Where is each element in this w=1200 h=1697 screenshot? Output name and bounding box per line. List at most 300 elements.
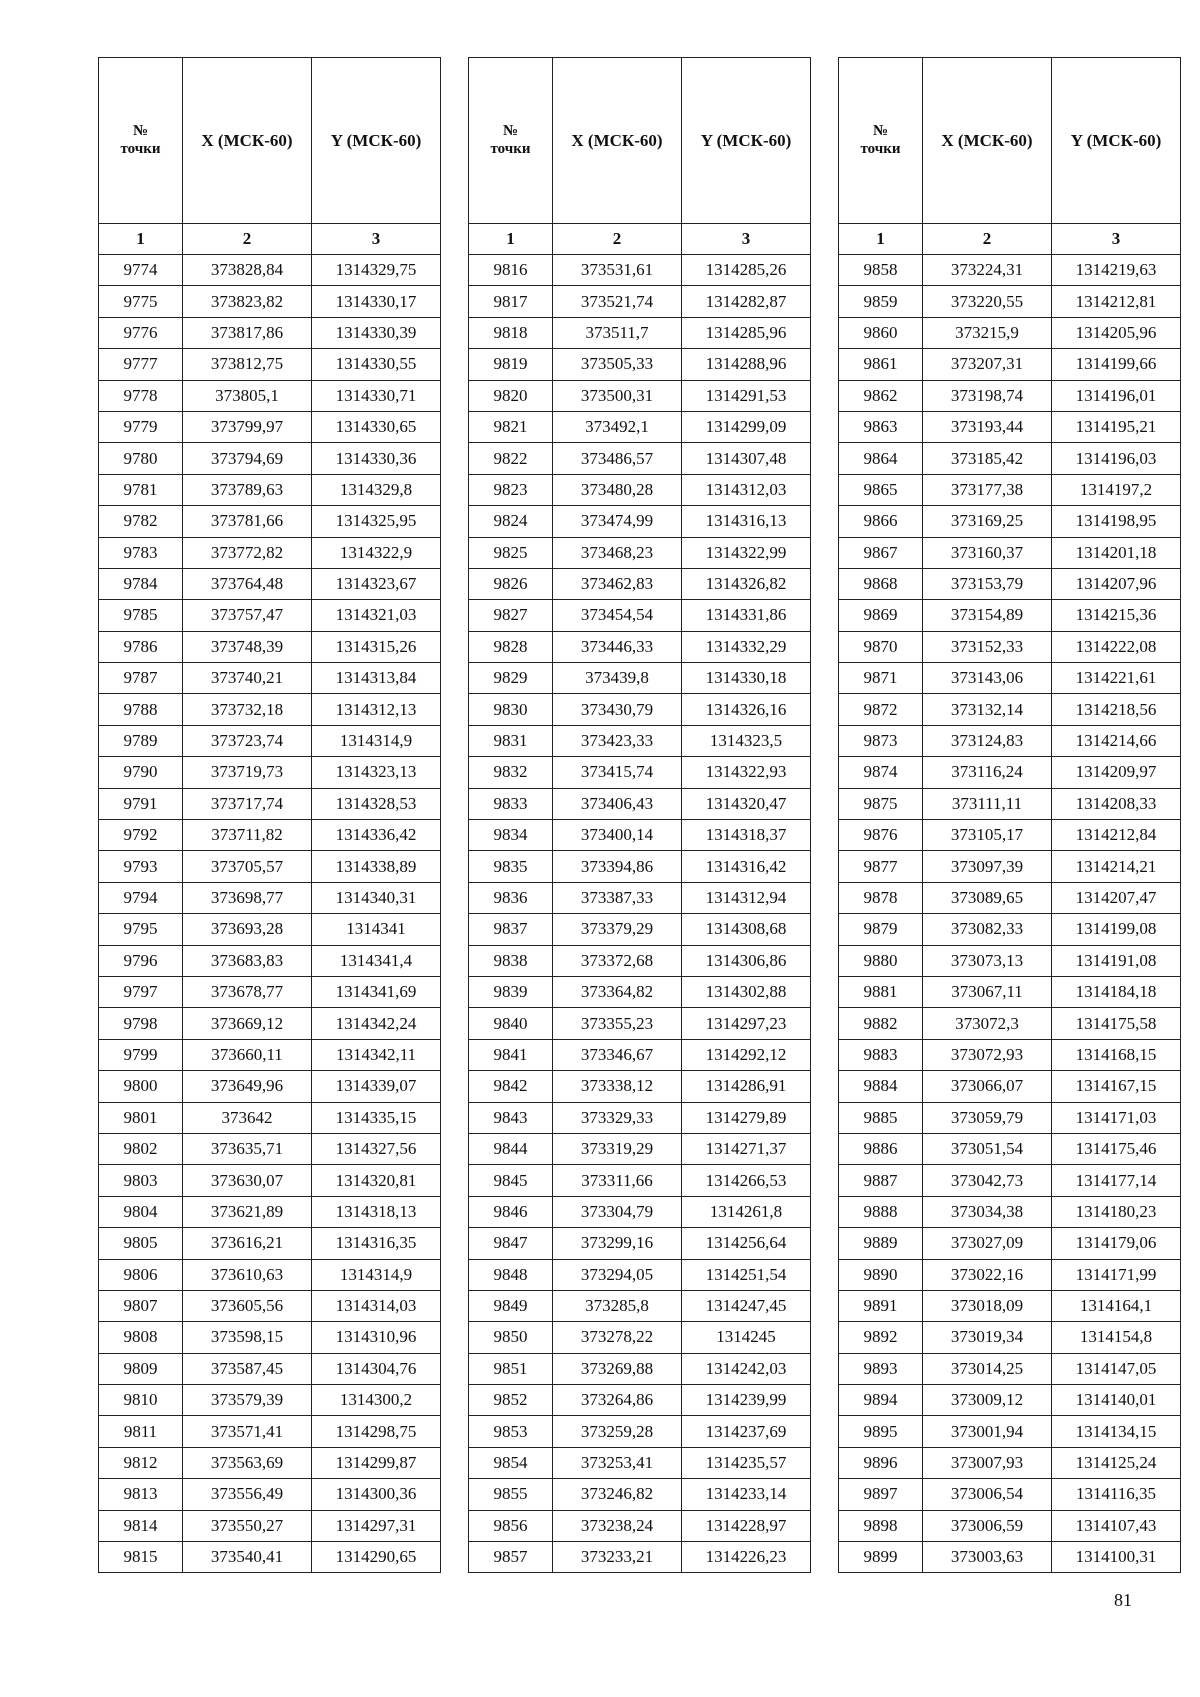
y-coordinate-cell: 1314285,26	[682, 255, 811, 286]
x-coordinate-cell: 373430,79	[553, 694, 682, 725]
table-row	[839, 851, 1181, 882]
y-coordinate-cell: 1314330,17	[312, 286, 441, 317]
column-number: 3	[1052, 224, 1181, 255]
point-number-cell: 9892	[839, 1322, 923, 1353]
header-number-sign: №	[502, 123, 519, 140]
table-row	[99, 976, 441, 1007]
point-number-cell: 9870	[839, 631, 923, 662]
y-coordinate-cell: 1314215,36	[1052, 600, 1181, 631]
header-y-coordinate: Y (МСК-60)	[312, 58, 441, 224]
point-number-cell: 9852	[469, 1385, 553, 1416]
table-row	[839, 255, 1181, 286]
x-coordinate-cell: 373474,99	[553, 506, 682, 537]
point-number-cell: 9894	[839, 1385, 923, 1416]
table-row	[99, 1416, 441, 1447]
point-number-cell: 9792	[99, 820, 183, 851]
y-coordinate-cell: 1314184,18	[1052, 976, 1181, 1007]
x-coordinate-cell: 373311,66	[553, 1165, 682, 1196]
table-row	[99, 411, 441, 442]
y-coordinate-cell: 1314307,48	[682, 443, 811, 474]
point-number-cell: 9880	[839, 945, 923, 976]
table-row	[839, 1510, 1181, 1541]
y-coordinate-cell: 1314196,01	[1052, 380, 1181, 411]
table-row	[469, 1322, 811, 1353]
x-coordinate-cell: 373034,38	[923, 1196, 1052, 1227]
y-coordinate-cell: 1314171,03	[1052, 1102, 1181, 1133]
table-row	[469, 663, 811, 694]
x-coordinate-cell: 373072,3	[923, 1008, 1052, 1039]
x-coordinate-cell: 373649,96	[183, 1071, 312, 1102]
table-row	[99, 757, 441, 788]
coord-table-2	[468, 57, 811, 1573]
table-row	[469, 349, 811, 380]
x-coordinate-cell: 373169,25	[923, 506, 1052, 537]
y-coordinate-cell: 1314197,2	[1052, 474, 1181, 505]
x-coordinate-cell: 373006,54	[923, 1479, 1052, 1510]
table-row	[839, 1542, 1181, 1573]
table-row	[839, 1259, 1181, 1290]
x-coordinate-cell: 373304,79	[553, 1196, 682, 1227]
y-coordinate-cell: 1314330,71	[312, 380, 441, 411]
table-row	[99, 380, 441, 411]
point-number-cell: 9784	[99, 568, 183, 599]
x-coordinate-cell: 373579,39	[183, 1385, 312, 1416]
y-coordinate-cell: 1314199,08	[1052, 914, 1181, 945]
table-row	[469, 1385, 811, 1416]
table-row	[469, 568, 811, 599]
x-coordinate-cell: 373014,25	[923, 1353, 1052, 1384]
x-coordinate-cell: 373007,93	[923, 1447, 1052, 1478]
header-y-coordinate: Y (МСК-60)	[1052, 58, 1181, 224]
y-coordinate-cell: 1314285,96	[682, 317, 811, 348]
point-number-cell: 9797	[99, 976, 183, 1007]
table-row	[839, 600, 1181, 631]
table-row	[469, 506, 811, 537]
x-coordinate-cell: 373531,61	[553, 255, 682, 286]
point-number-cell: 9774	[99, 255, 183, 286]
x-coordinate-cell: 373719,73	[183, 757, 312, 788]
x-coordinate-cell: 373022,16	[923, 1259, 1052, 1290]
y-coordinate-cell: 1314201,18	[1052, 537, 1181, 568]
point-number-cell: 9869	[839, 600, 923, 631]
point-number-cell: 9780	[99, 443, 183, 474]
y-coordinate-cell: 1314180,23	[1052, 1196, 1181, 1227]
y-coordinate-cell: 1314341	[312, 914, 441, 945]
table-row	[839, 1008, 1181, 1039]
table-row	[469, 1039, 811, 1070]
x-coordinate-cell: 373439,8	[553, 663, 682, 694]
x-coordinate-cell: 373220,55	[923, 286, 1052, 317]
point-number-cell: 9776	[99, 317, 183, 348]
point-number-cell: 9895	[839, 1416, 923, 1447]
table-row	[469, 1479, 811, 1510]
point-number-cell: 9882	[839, 1008, 923, 1039]
x-coordinate-cell: 373587,45	[183, 1353, 312, 1384]
table-row	[839, 1039, 1181, 1070]
point-number-cell: 9888	[839, 1196, 923, 1227]
table-row	[99, 537, 441, 568]
point-number-cell: 9893	[839, 1353, 923, 1384]
table-row	[99, 286, 441, 317]
table-row	[469, 788, 811, 819]
table-row	[99, 600, 441, 631]
point-number-cell: 9851	[469, 1353, 553, 1384]
point-number-cell: 9823	[469, 474, 553, 505]
y-coordinate-cell: 1314235,57	[682, 1447, 811, 1478]
y-coordinate-cell: 1314338,89	[312, 851, 441, 882]
table-row	[469, 851, 811, 882]
y-coordinate-cell: 1314242,03	[682, 1353, 811, 1384]
x-coordinate-cell: 373511,7	[553, 317, 682, 348]
y-coordinate-cell: 1314222,08	[1052, 631, 1181, 662]
point-number-cell: 9889	[839, 1228, 923, 1259]
x-coordinate-cell: 373817,86	[183, 317, 312, 348]
y-coordinate-cell: 1314198,95	[1052, 506, 1181, 537]
header-x-coordinate: X (МСК-60)	[923, 58, 1052, 224]
table-row	[469, 820, 811, 851]
y-coordinate-cell: 1314327,56	[312, 1133, 441, 1164]
x-coordinate-cell: 373693,28	[183, 914, 312, 945]
point-number-cell: 9800	[99, 1071, 183, 1102]
y-coordinate-cell: 1314342,24	[312, 1008, 441, 1039]
table-row	[839, 443, 1181, 474]
page-number: 81	[1114, 1590, 1132, 1610]
point-number-cell: 9832	[469, 757, 553, 788]
table-row	[839, 1071, 1181, 1102]
point-number-cell: 9831	[469, 725, 553, 756]
x-coordinate-cell: 373233,21	[553, 1542, 682, 1573]
y-coordinate-cell: 1314247,45	[682, 1290, 811, 1321]
table-row	[99, 349, 441, 380]
table-row	[99, 1008, 441, 1039]
x-coordinate-cell: 373124,83	[923, 725, 1052, 756]
y-coordinate-cell: 1314245	[682, 1322, 811, 1353]
point-number-cell: 9816	[469, 255, 553, 286]
coord-table-1	[98, 57, 441, 1573]
x-coordinate-cell: 373059,79	[923, 1102, 1052, 1133]
table-row	[469, 1542, 811, 1573]
point-number-cell: 9799	[99, 1039, 183, 1070]
x-coordinate-cell: 373379,29	[553, 914, 682, 945]
point-number-cell: 9898	[839, 1510, 923, 1541]
x-coordinate-cell: 373160,37	[923, 537, 1052, 568]
table-row	[839, 820, 1181, 851]
table-row	[99, 788, 441, 819]
table-row	[469, 411, 811, 442]
y-coordinate-cell: 1314341,4	[312, 945, 441, 976]
header-x-coordinate: X (МСК-60)	[183, 58, 312, 224]
y-coordinate-cell: 1314330,55	[312, 349, 441, 380]
point-number-cell: 9857	[469, 1542, 553, 1573]
x-coordinate-cell: 373505,33	[553, 349, 682, 380]
x-coordinate-cell: 373764,48	[183, 568, 312, 599]
table-row	[839, 1196, 1181, 1227]
table-row	[99, 1479, 441, 1510]
column-number-row	[99, 224, 441, 255]
x-coordinate-cell: 373781,66	[183, 506, 312, 537]
point-number-cell: 9896	[839, 1447, 923, 1478]
point-number-cell: 9879	[839, 914, 923, 945]
x-coordinate-cell: 373678,77	[183, 976, 312, 1007]
x-coordinate-cell: 373598,15	[183, 1322, 312, 1353]
y-coordinate-cell: 1314329,8	[312, 474, 441, 505]
table-row	[839, 725, 1181, 756]
y-coordinate-cell: 1314339,07	[312, 1071, 441, 1102]
x-coordinate-cell: 373132,14	[923, 694, 1052, 725]
y-coordinate-cell: 1314175,46	[1052, 1133, 1181, 1164]
table-row	[99, 914, 441, 945]
point-number-cell: 9861	[839, 349, 923, 380]
table-row	[99, 255, 441, 286]
table-row	[839, 757, 1181, 788]
point-number-cell: 9779	[99, 411, 183, 442]
x-coordinate-cell: 373278,22	[553, 1322, 682, 1353]
y-coordinate-cell: 1314299,09	[682, 411, 811, 442]
x-coordinate-cell: 373152,33	[923, 631, 1052, 662]
point-number-cell: 9864	[839, 443, 923, 474]
y-coordinate-cell: 1314321,03	[312, 600, 441, 631]
header-point-label: точки	[120, 140, 161, 157]
point-number-cell: 9881	[839, 976, 923, 1007]
point-number-cell: 9802	[99, 1133, 183, 1164]
x-coordinate-cell: 373387,33	[553, 882, 682, 913]
x-coordinate-cell: 373198,74	[923, 380, 1052, 411]
point-number-cell: 9793	[99, 851, 183, 882]
x-coordinate-cell: 373423,33	[553, 725, 682, 756]
table-row	[469, 1102, 811, 1133]
x-coordinate-cell: 373264,86	[553, 1385, 682, 1416]
table-row	[469, 600, 811, 631]
table-row	[469, 1165, 811, 1196]
y-coordinate-cell: 1314154,8	[1052, 1322, 1181, 1353]
point-number-cell: 9794	[99, 882, 183, 913]
point-number-cell: 9781	[99, 474, 183, 505]
y-coordinate-cell: 1314168,15	[1052, 1039, 1181, 1070]
point-number-cell: 9868	[839, 568, 923, 599]
column-number: 1	[99, 224, 183, 255]
point-number-cell: 9884	[839, 1071, 923, 1102]
x-coordinate-cell: 373097,39	[923, 851, 1052, 882]
point-number-cell: 9811	[99, 1416, 183, 1447]
y-coordinate-cell: 1314330,39	[312, 317, 441, 348]
column-number: 3	[312, 224, 441, 255]
point-number-cell: 9821	[469, 411, 553, 442]
header-number-sign: №	[132, 123, 149, 140]
header-point-label: точки	[490, 140, 531, 157]
point-number-cell: 9850	[469, 1322, 553, 1353]
x-coordinate-cell: 373556,49	[183, 1479, 312, 1510]
x-coordinate-cell: 373492,1	[553, 411, 682, 442]
y-coordinate-cell: 1314322,99	[682, 537, 811, 568]
x-coordinate-cell: 373635,71	[183, 1133, 312, 1164]
x-coordinate-cell: 373462,83	[553, 568, 682, 599]
table-row	[469, 537, 811, 568]
table-row	[839, 1447, 1181, 1478]
table-row	[839, 1416, 1181, 1447]
column-number-row	[469, 224, 811, 255]
column-number: 2	[183, 224, 312, 255]
y-coordinate-cell: 1314212,84	[1052, 820, 1181, 851]
y-coordinate-cell: 1314312,13	[312, 694, 441, 725]
y-coordinate-cell: 1314288,96	[682, 349, 811, 380]
y-coordinate-cell: 1314266,53	[682, 1165, 811, 1196]
x-coordinate-cell: 373364,82	[553, 976, 682, 1007]
table-row	[839, 788, 1181, 819]
y-coordinate-cell: 1314175,58	[1052, 1008, 1181, 1039]
y-coordinate-cell: 1314205,96	[1052, 317, 1181, 348]
point-number-cell: 9837	[469, 914, 553, 945]
table-row	[469, 255, 811, 286]
table-row	[99, 568, 441, 599]
y-coordinate-cell: 1314214,66	[1052, 725, 1181, 756]
y-coordinate-cell: 1314209,97	[1052, 757, 1181, 788]
point-number-cell: 9841	[469, 1039, 553, 1070]
y-coordinate-cell: 1314300,36	[312, 1479, 441, 1510]
point-number-cell: 9834	[469, 820, 553, 851]
y-coordinate-cell: 1314323,13	[312, 757, 441, 788]
y-coordinate-cell: 1314304,76	[312, 1353, 441, 1384]
y-coordinate-cell: 1314199,66	[1052, 349, 1181, 380]
header-number-sign: №	[872, 123, 889, 140]
y-coordinate-cell: 1314291,53	[682, 380, 811, 411]
table-row	[469, 631, 811, 662]
table-row	[99, 1353, 441, 1384]
table-row	[839, 1479, 1181, 1510]
table-row	[469, 1416, 811, 1447]
table-row	[469, 914, 811, 945]
y-coordinate-cell: 1314336,42	[312, 820, 441, 851]
x-coordinate-cell: 373723,74	[183, 725, 312, 756]
x-coordinate-cell: 373480,28	[553, 474, 682, 505]
point-number-cell: 9863	[839, 411, 923, 442]
y-coordinate-cell: 1314251,54	[682, 1259, 811, 1290]
x-coordinate-cell: 373400,14	[553, 820, 682, 851]
x-coordinate-cell: 373748,39	[183, 631, 312, 662]
column-number: 2	[553, 224, 682, 255]
point-number-cell: 9813	[99, 1479, 183, 1510]
x-coordinate-cell: 373051,54	[923, 1133, 1052, 1164]
table-row	[99, 1290, 441, 1321]
point-number-cell: 9818	[469, 317, 553, 348]
x-coordinate-cell: 373042,73	[923, 1165, 1052, 1196]
header-point-label: точки	[860, 140, 901, 157]
point-number-cell: 9809	[99, 1353, 183, 1384]
table-row	[839, 631, 1181, 662]
table-row	[839, 506, 1181, 537]
point-number-cell: 9825	[469, 537, 553, 568]
point-number-cell: 9854	[469, 1447, 553, 1478]
y-coordinate-cell: 1314306,86	[682, 945, 811, 976]
y-coordinate-cell: 1314326,16	[682, 694, 811, 725]
table-row	[469, 286, 811, 317]
x-coordinate-cell: 373571,41	[183, 1416, 312, 1447]
x-coordinate-cell: 373660,11	[183, 1039, 312, 1070]
y-coordinate-cell: 1314219,63	[1052, 255, 1181, 286]
point-number-cell: 9782	[99, 506, 183, 537]
header-point-number	[99, 58, 183, 224]
y-coordinate-cell: 1314330,36	[312, 443, 441, 474]
y-coordinate-cell: 1314328,53	[312, 788, 441, 819]
point-number-cell: 9798	[99, 1008, 183, 1039]
y-coordinate-cell: 1314325,95	[312, 506, 441, 537]
table-row	[839, 1353, 1181, 1384]
point-number-cell: 9826	[469, 568, 553, 599]
point-number-cell: 9814	[99, 1510, 183, 1541]
y-coordinate-cell: 1314302,88	[682, 976, 811, 1007]
x-coordinate-cell: 373246,82	[553, 1479, 682, 1510]
y-coordinate-cell: 1314212,81	[1052, 286, 1181, 317]
header-row	[469, 58, 811, 224]
header-row	[99, 58, 441, 224]
table-row	[99, 725, 441, 756]
point-number-cell: 9865	[839, 474, 923, 505]
table-row	[839, 411, 1181, 442]
point-number-cell: 9867	[839, 537, 923, 568]
table-row	[469, 976, 811, 1007]
x-coordinate-cell: 373705,57	[183, 851, 312, 882]
point-number-cell: 9838	[469, 945, 553, 976]
table-row	[469, 1510, 811, 1541]
header-point-number	[469, 58, 553, 224]
point-number-cell: 9778	[99, 380, 183, 411]
x-coordinate-cell: 373610,63	[183, 1259, 312, 1290]
x-coordinate-cell: 373177,38	[923, 474, 1052, 505]
point-number-cell: 9885	[839, 1102, 923, 1133]
x-coordinate-cell: 373027,09	[923, 1228, 1052, 1259]
x-coordinate-cell: 373630,07	[183, 1165, 312, 1196]
x-coordinate-cell: 373299,16	[553, 1228, 682, 1259]
point-number-cell: 9843	[469, 1102, 553, 1133]
y-coordinate-cell: 1314342,11	[312, 1039, 441, 1070]
table-row	[469, 380, 811, 411]
point-number-cell: 9789	[99, 725, 183, 756]
x-coordinate-cell: 373394,86	[553, 851, 682, 882]
y-coordinate-cell: 1314297,23	[682, 1008, 811, 1039]
table-row	[469, 882, 811, 913]
table-row	[469, 1008, 811, 1039]
table-row	[839, 663, 1181, 694]
y-coordinate-cell: 1314310,96	[312, 1322, 441, 1353]
x-coordinate-cell: 373372,68	[553, 945, 682, 976]
y-coordinate-cell: 1314221,61	[1052, 663, 1181, 694]
y-coordinate-cell: 1314300,2	[312, 1385, 441, 1416]
x-coordinate-cell: 373006,59	[923, 1510, 1052, 1541]
table-row	[99, 1510, 441, 1541]
point-number-cell: 9833	[469, 788, 553, 819]
x-coordinate-cell: 373294,05	[553, 1259, 682, 1290]
y-coordinate-cell: 1314196,03	[1052, 443, 1181, 474]
x-coordinate-cell: 373794,69	[183, 443, 312, 474]
table-row	[99, 1385, 441, 1416]
point-number-cell: 9878	[839, 882, 923, 913]
x-coordinate-cell: 373406,43	[553, 788, 682, 819]
y-coordinate-cell: 1314164,1	[1052, 1290, 1181, 1321]
y-coordinate-cell: 1314261,8	[682, 1196, 811, 1227]
y-coordinate-cell: 1314312,94	[682, 882, 811, 913]
y-coordinate-cell: 1314316,42	[682, 851, 811, 882]
table-row	[469, 474, 811, 505]
x-coordinate-cell: 373823,82	[183, 286, 312, 317]
x-coordinate-cell: 373698,77	[183, 882, 312, 913]
table-row	[839, 1322, 1181, 1353]
x-coordinate-cell: 373683,83	[183, 945, 312, 976]
table-row	[99, 851, 441, 882]
column-number: 1	[839, 224, 923, 255]
table-row	[469, 443, 811, 474]
header-x-coordinate: X (МСК-60)	[553, 58, 682, 224]
table-row	[469, 694, 811, 725]
x-coordinate-cell: 373154,89	[923, 600, 1052, 631]
